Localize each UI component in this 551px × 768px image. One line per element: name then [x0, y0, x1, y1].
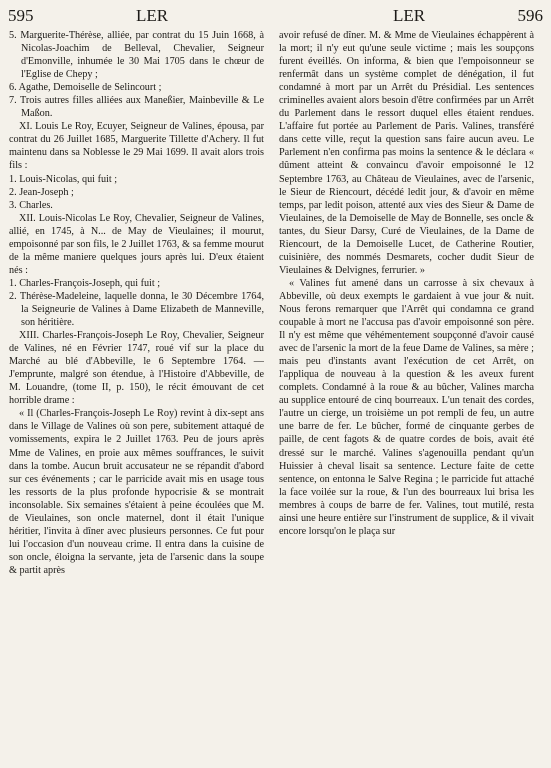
list-item: 1. Louis-Nicolas, qui fuit ;	[9, 173, 118, 185]
running-header	[8, 6, 543, 28]
daughters-list	[9, 29, 264, 120]
list-item: 2. Thérèse-Madeleine, laquelle donna, le 30 Décembre 1764, la Seigneurie de Valines à Dame Elizabeth de Manneville, son héritière.	[9, 290, 264, 329]
paragraph-continuation: avoir refusé de dîner. M. & Mme de Vieulaines échappèrent à la mort; il n'y eut qu'une seule victime ; mais les soupçons furent éveillés. On informa, & bien que l'empoisonneur se renfermât dans un système complet de dénégation, il fut condamné à mort par un Arrêt du Présidial. Les sentences criminelles avaient alors besoin d'être confirmées par un Arrêt du Parlement dans le ressort duquel elles étaient rendues. L'affaire fut portée au Parlement de Paris. Valines, transféré dans cette ville, reçut la question sans faire aucun aveu. Le Parlement n'en confirma pas moins la sentence & le déclara « dûment atteint & convaincu d'avoir empoisonné le 12 Septembre 1763, au Château de Vieulaines, avec de l'arsenic, le Sieur de Riencourt, décédé ledit jour, & d'avoir en même temps, par ledit poison, attenté aux vies des Sieur & Dame de Vieulaines, de la Demoiselle de May de Bonnelle, ses oncle & tantes, du Sieur Darsy, Curé de Vieulaines, de la Dame de Riencourt, de la Demoiselle Lucet, de Catherine Routier, cuisinière, des nommés Desmarets, cocher dudit Sieur de Vieulaines & Delvignes, ferrurier. »	[279, 30, 534, 276]
paragraph-generation-xii: XII. Louis-Nicolas Le Roy, Chevalier, Seigneur de Valines, allié, en 1745, à N... de May de Vieulaines; il mourut, empoisonné par son fils, le 2 Juillet 1763, & sa femme mourut de la même maniere quelques jours après lui. D'eux étaient nés :	[9, 212, 264, 276]
page-number-right: 596	[517, 6, 543, 25]
running-head-left: LER	[136, 6, 169, 25]
list-item: 3. Charles.	[9, 199, 53, 211]
page-number-left: 595	[8, 6, 34, 25]
left-column	[9, 29, 264, 765]
paragraph-quote: « Il (Charles-François-Joseph Le Roy) revint à dix-sept ans dans le Village de Valines où son pere, subitement attaqué de vomissements, expira le 2 Juillet 1763. Peu de jours après Mme de Valines, en proie aux mêmes souffrances, le suivit dans la tombe. Aucun bruit accusateur ne se répandit d'abord sur ces événements ; car le parricide avait mis en usage tous les ressorts de la plus profonde hypocrisie & se montrait inconsolable. Six semaines s'étaient à peine écoulées que M. de Vieulaines, son oncle maternel, dont il était l'unique héritier, l'invita à dîner avec plusieurs personnes. Ce fut pour lui l'occasion d'un nouveau crime. Il entra dans la cuisine de son oncle, éloigna la servante, jeta de l'arsenic dans la soupe & partit après	[9, 408, 264, 576]
list-item: 2. Jean-Joseph ;	[9, 186, 74, 198]
right-column	[279, 29, 534, 765]
children-list	[9, 277, 264, 329]
paragraph-generation-xi: XI. Louis Le Roy, Ecuyer, Seigneur de Valines, épousa, par contrat du 26 Juillet 1685, Marguerite Tillette d'Achery. Il fut maintenu dans sa Noblesse le 29 Mai 1699. Il avait alors trois fils :	[9, 121, 264, 172]
list-item: 5. Marguerite-Thérèse, alliée, par contrat du 15 Juin 1668, à Nicolas-Joachim de Belleval, Chevalier, Seigneur d'Emonville, inhumée le 30 Mai 1705 dans le chœur de l'Eglise de Chepy ;	[9, 30, 264, 81]
list-item: 6. Agathe, Demoiselle de Selincourt ;	[9, 82, 162, 94]
sons-list	[9, 173, 264, 212]
list-item: 1. Charles-François-Joseph, qui fuit ;	[9, 277, 161, 289]
paragraph-generation-xiii: XIII. Charles-François-Joseph Le Roy, Chevalier, Seigneur de Valines, né en Février 1747, roué vif sur la place du Marché au blé d'Abbeville, le 6 Septembre 1764. — J'emprunte, malgré son étendue, à l'Histoire d'Abbeville, de M. Louandre, (tome II, p. 150), le récit émouvant de cet horrible drame :	[9, 330, 264, 407]
paragraph-execution: « Valines fut amené dans un carrosse à six chevaux à Abbeville, où deux exempts le gardaient à vue jour & nuit. Nous ferons remarquer que l'Arrêt qui condamna ce grand coupable à mort ne l'accusa pas d'avoir empoisonné son père. Il n'y est même que véhémentement soupçonné d'avoir causé avec de l'arsenic la mort de la feue Dame de Valines, sa mère ; mais peu d'instants avant l'exécution de cet Arrêt, on l'appliqua de nouveau à la question & les aveux furent complets. Condamné à la roue & au bûcher, Valines marcha au supplice entouré de cinq bourreaux. L'un tenait des cordes, l'autre un cierge, un troisième un pot rempli de feu, un autre une barre de fer. Le bûcher, formé de cinquante gerbes de paille, de cent fagots & de quatre cordes de bois, avait été dressé sur le marché. Valines s'agenouilla pendant qu'un Huissier à cheval lisait sa sentence. Lecture faite de cette sentence, on entonna le Salve Regina ; le parricide fut attaché la face voilée sur la roue, & l'un des bourreaux lui brisa les membres à coups de barre de fer. Valines, tout mutilé, resta ainsi une heure entière sur l'instrument de supplice, & il vivait encore lorsqu'on le plaça sur	[279, 277, 534, 537]
running-head-right: LER	[393, 6, 426, 25]
list-item: 7. Trois autres filles alliées aux Maneßier, Mainbeville & Le Maßon.	[9, 95, 264, 120]
